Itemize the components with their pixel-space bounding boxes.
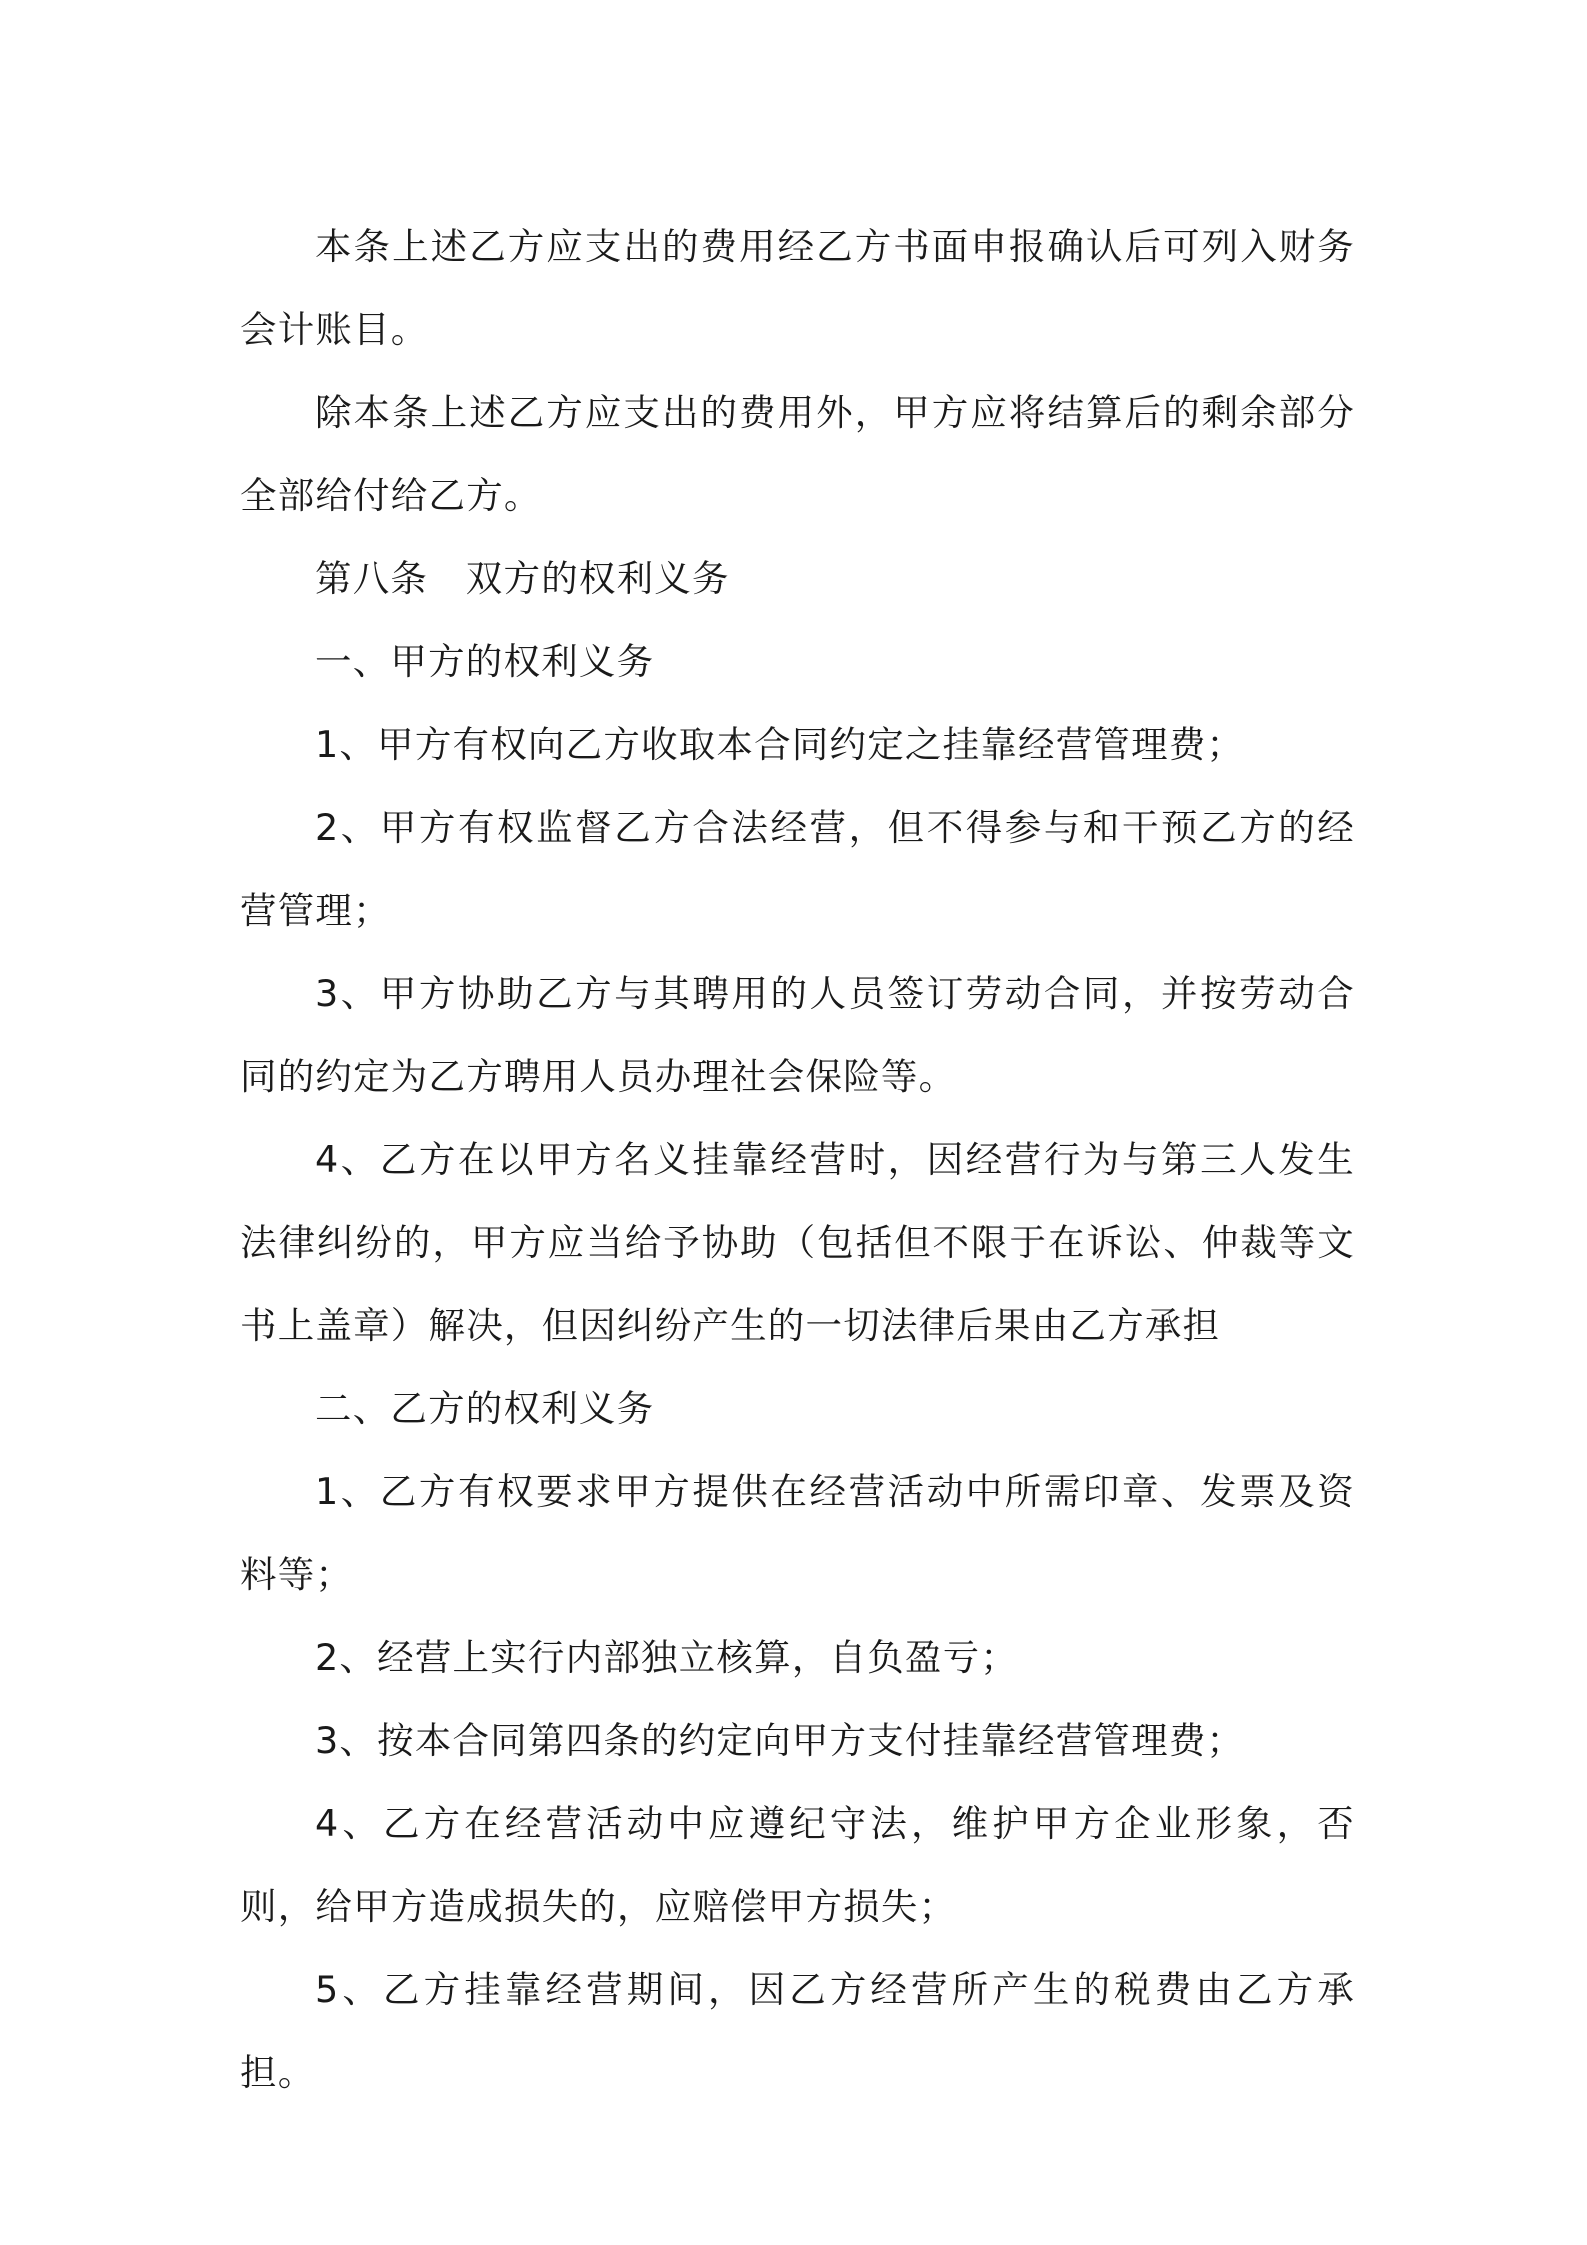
- section-party-a-heading: 一、甲方的权利义务: [315, 640, 655, 683]
- party-b-item-1: 1、乙方有权要求甲方提供在经营活动中所需印章、发票及资料等；: [240, 1470, 1355, 1596]
- section-party-b-heading: 二、乙方的权利义务: [315, 1387, 655, 1430]
- paragraph-expense-accounting: 本条上述乙方应支出的费用经乙方书面申报确认后可列入财务会计账目。: [240, 225, 1355, 351]
- party-b-item-4: 4、乙方在经营活动中应遵纪守法，维护甲方企业形象，否则，给甲方造成损失的，应赔偿甲方损失；: [240, 1802, 1355, 1928]
- party-a-item-3: 3、甲方协助乙方与其聘用的人员签订劳动合同，并按劳动合同的约定为乙方聘用人员办理社会保险等。: [240, 972, 1355, 1098]
- party-a-item-4: 4、乙方在以甲方名义挂靠经营时，因经营行为与第三人发生法律纠纷的，甲方应当给予协助（包括但不限于在诉讼、仲裁等文书上盖章）解决，但因纠纷产生的一切法律后果由乙方承担: [240, 1138, 1355, 1347]
- party-a-item-1: 1、甲方有权向乙方收取本合同约定之挂靠经营管理费；: [315, 723, 1245, 766]
- party-b-item-2: 2、经营上实行内部独立核算，自负盈亏；: [315, 1636, 1019, 1679]
- paragraph-remaining-payment: 除本条上述乙方应支出的费用外，甲方应将结算后的剩余部分全部给付给乙方。: [240, 391, 1355, 517]
- party-b-item-5: 5、乙方挂靠经营期间，因乙方经营所产生的税费由乙方承担。: [240, 1968, 1355, 2094]
- party-b-item-3: 3、按本合同第四条的约定向甲方支付挂靠经营管理费；: [315, 1719, 1245, 1762]
- document-body: [240, 205, 1355, 2114]
- party-a-item-2: 2、甲方有权监督乙方合法经营，但不得参与和干预乙方的经营管理；: [240, 806, 1355, 932]
- article-eight-heading: 第八条 双方的权利义务: [315, 557, 730, 600]
